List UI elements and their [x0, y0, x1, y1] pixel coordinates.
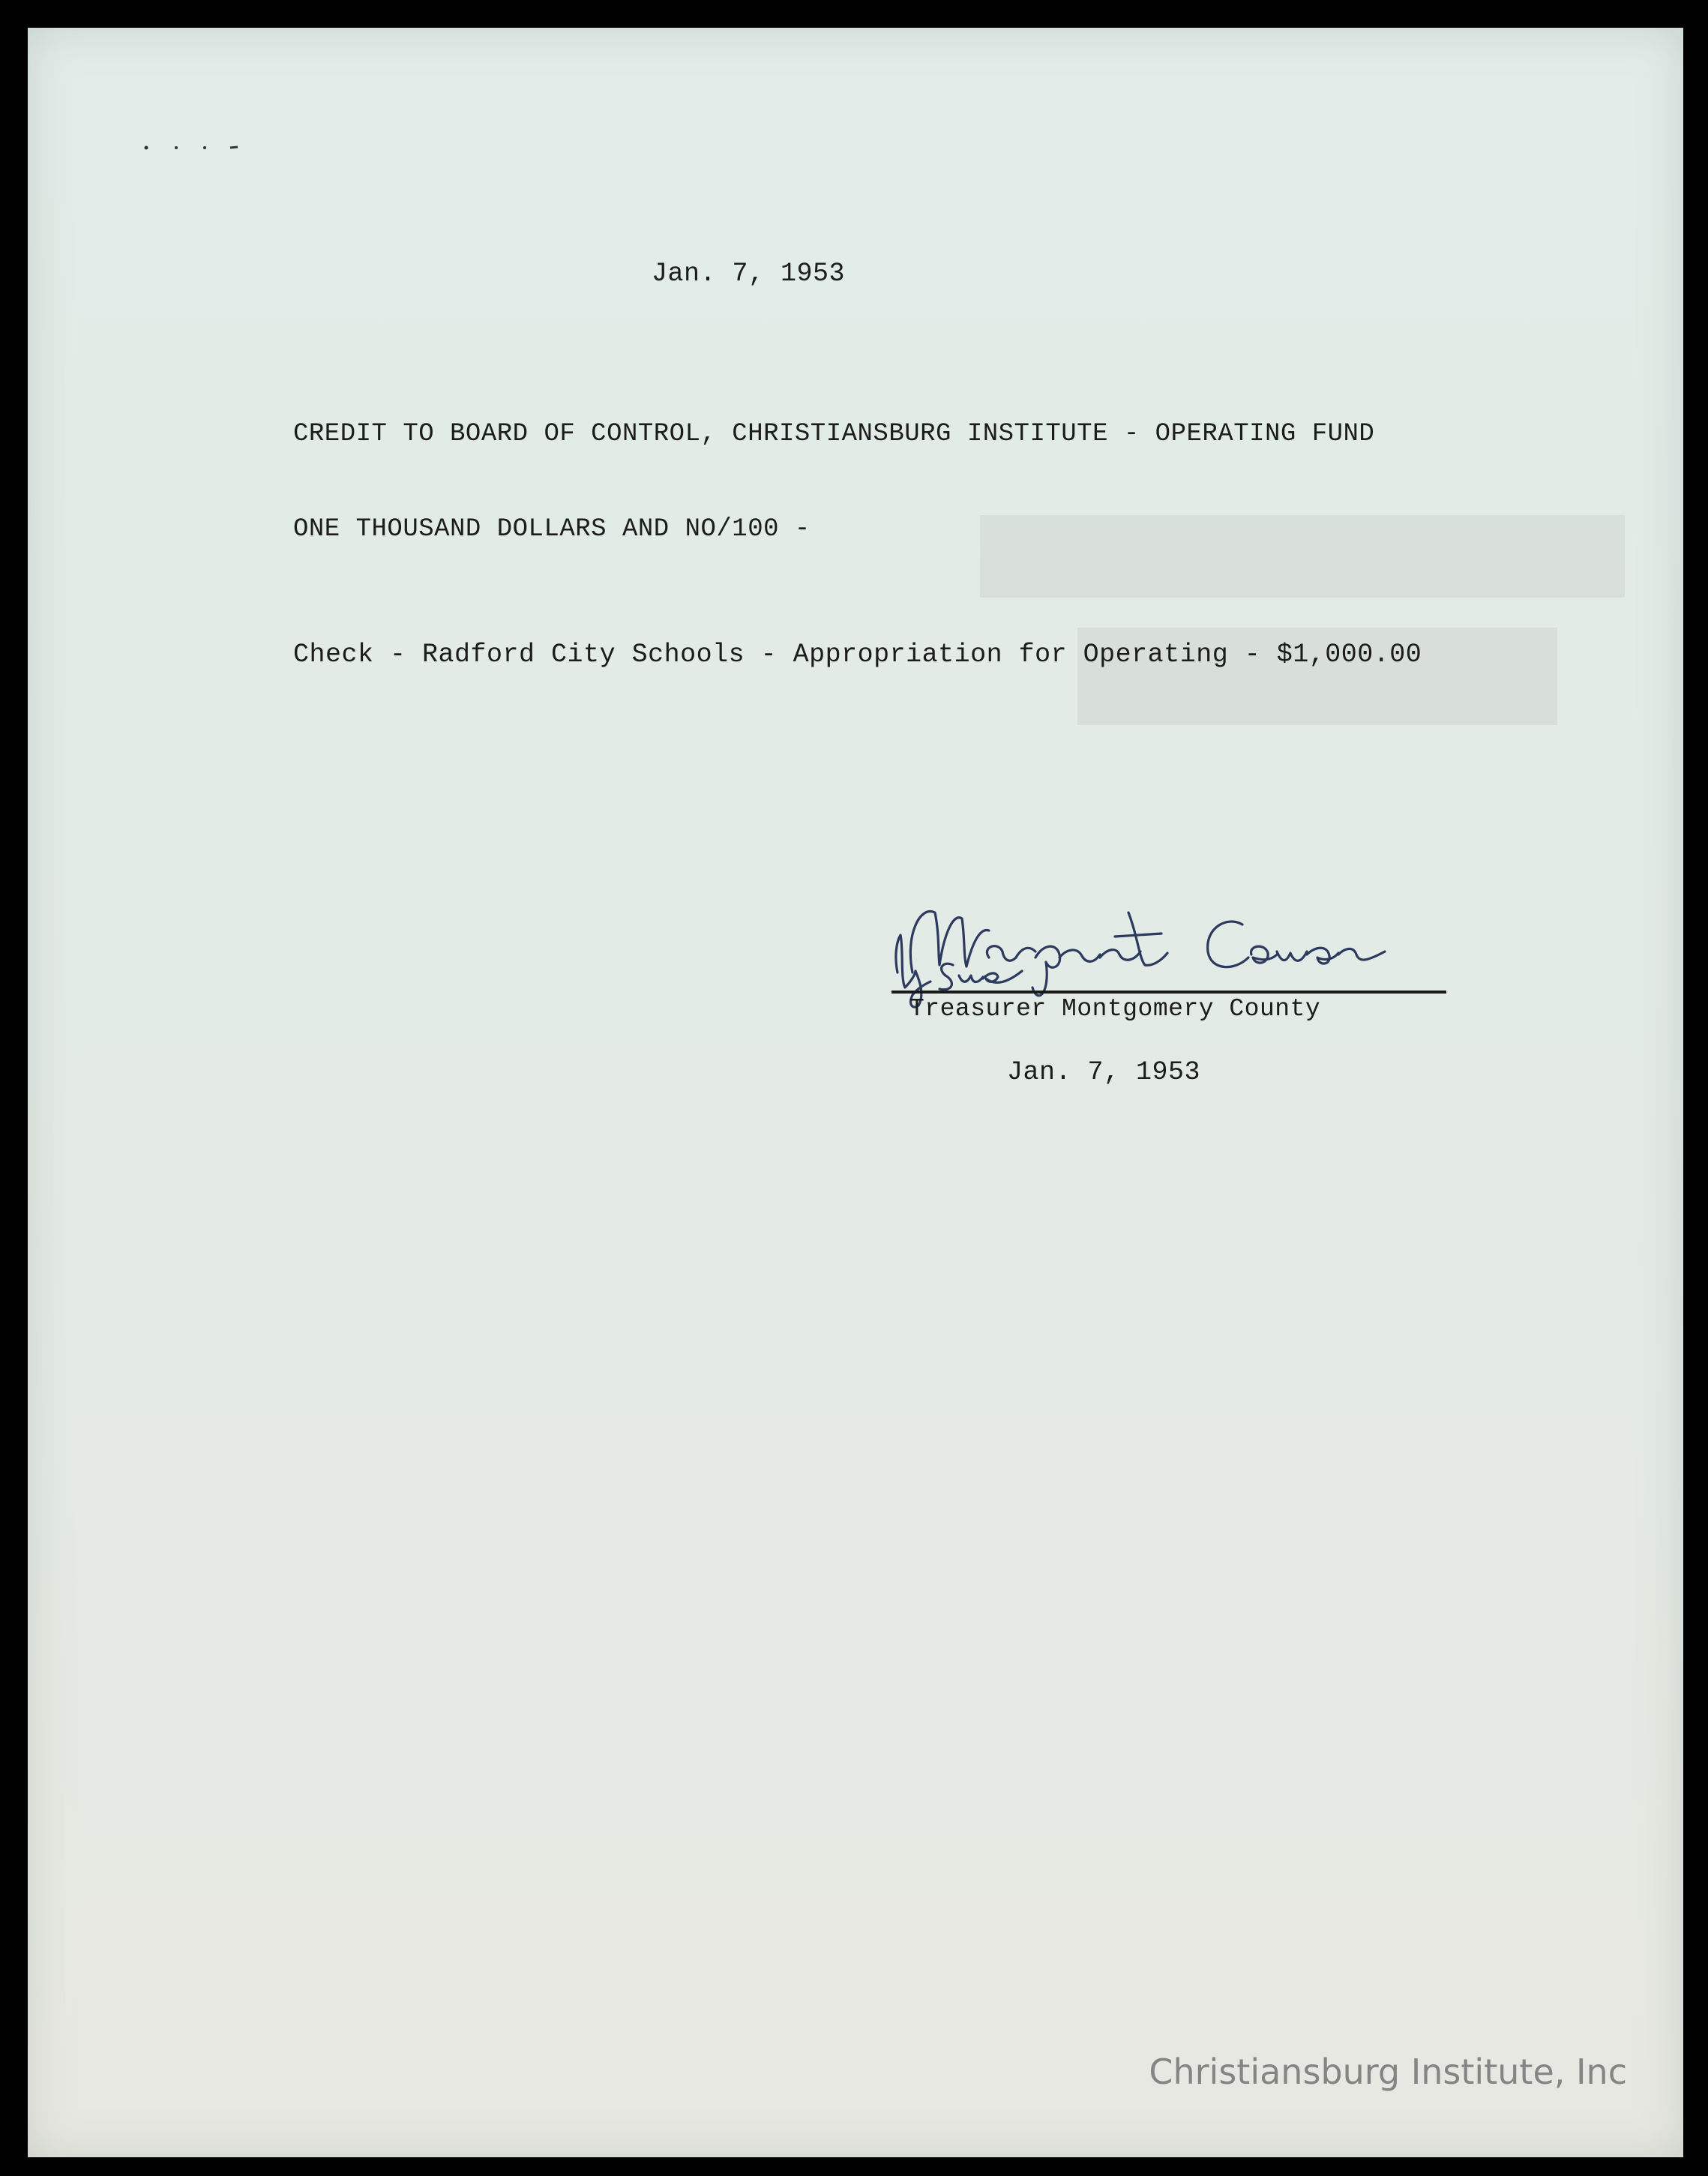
signature-line	[891, 991, 1446, 994]
amount-in-words: ONE THOUSAND DOLLARS AND NO/100 -	[293, 515, 811, 544]
check-details-line: Check - Radford City Schools - Appropriation for Operating - $1,000.00	[293, 640, 1422, 670]
signature-date: Jan. 7, 1953	[1007, 1057, 1201, 1087]
archive-watermark: Christiansburg Institute, Inc	[1149, 2052, 1627, 2092]
date-heading: Jan. 7, 1953	[652, 259, 846, 289]
credit-line: CREDIT TO BOARD OF CONTROL, CHRISTIANSBURG INSTITUTE - OPERATING FUND	[293, 420, 1375, 448]
signatory-title: Treasurer Montgomery County	[909, 995, 1321, 1023]
stray-marks	[142, 140, 247, 155]
paper-sheet	[28, 28, 1683, 2157]
